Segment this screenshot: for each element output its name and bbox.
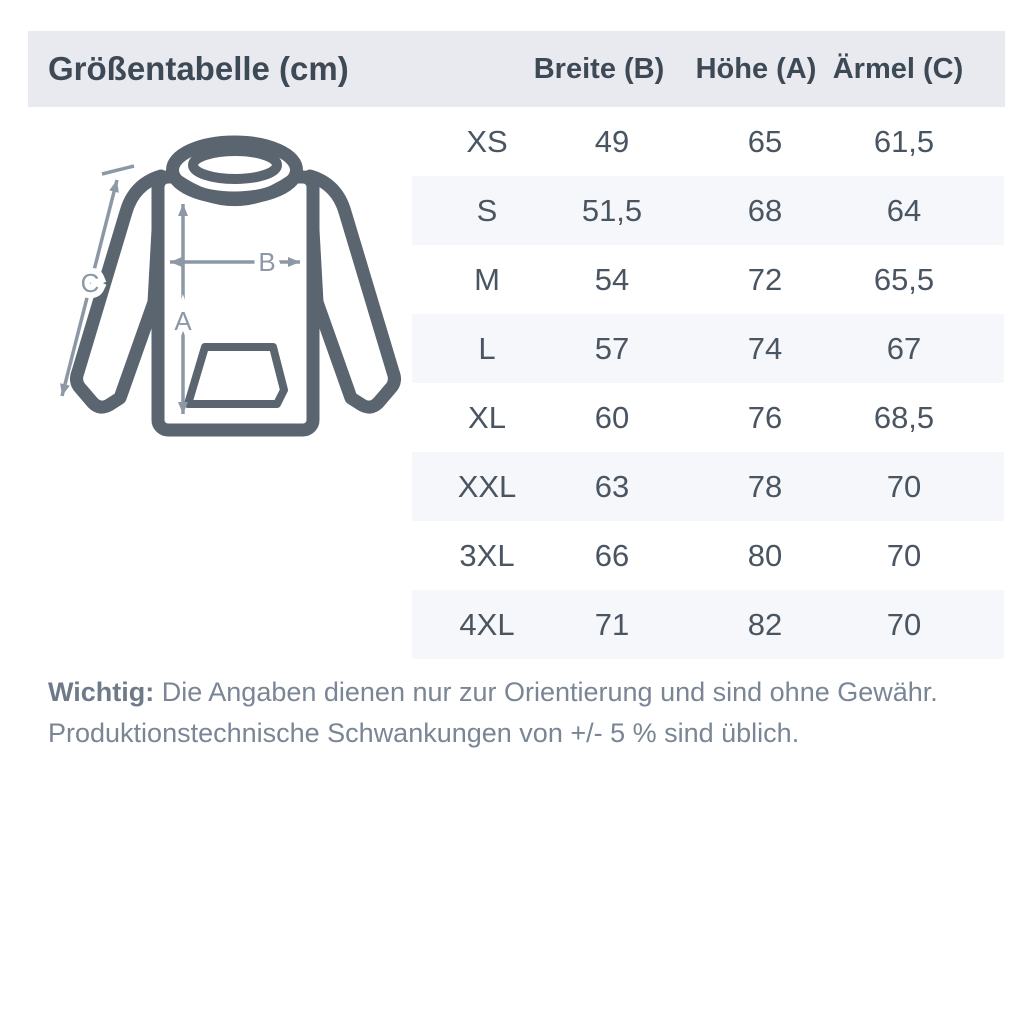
width-cell: 66 [594, 537, 630, 573]
size-cell: XXL [457, 468, 517, 504]
size-cell: M [474, 261, 500, 297]
sleeve-cell: 70 [886, 606, 922, 642]
disclaimer-line-2: Produktionstechnische Schwankungen von +/- 5 % sind üblich. [48, 718, 800, 748]
width-cell: 71 [594, 606, 630, 642]
sleeve-cell: 67 [886, 330, 922, 366]
table-row [412, 107, 1004, 176]
table-row [412, 314, 1004, 383]
disclaimer-line-1-text: Die Angaben dienen nur zur Orientierung und sind ohne Gewähr. [161, 677, 938, 707]
table-row [412, 383, 1004, 452]
height-cell: 76 [747, 399, 783, 435]
table-row [412, 590, 1004, 659]
table-row [412, 245, 1004, 314]
size-cell: 4XL [459, 606, 515, 642]
disclaimer-text [48, 672, 978, 754]
hoodie-diagram [30, 120, 430, 460]
table-row [412, 452, 1004, 521]
sleeve-cell: 64 [886, 192, 922, 228]
width-cell: 51,5 [581, 192, 643, 228]
disclaimer-lead: Wichtig: [48, 677, 155, 707]
width-cell: 49 [594, 123, 630, 159]
height-cell: 72 [747, 261, 783, 297]
width-cell: 63 [594, 468, 630, 504]
size-cell: XL [468, 399, 506, 435]
sleeve-cell: 61,5 [873, 123, 935, 159]
table-row [412, 521, 1004, 590]
hoodie-outline-icon [77, 142, 395, 430]
column-header-height: Höhe (A) [695, 53, 817, 85]
size-cell: S [476, 192, 498, 228]
table-row [412, 176, 1004, 245]
hoodie-right-sleeve [310, 176, 394, 407]
hoodie-pocket [188, 347, 284, 404]
label-sleeve-c: C [80, 268, 100, 298]
width-cell: 60 [594, 399, 630, 435]
size-cell: XS [466, 123, 508, 159]
label-width-b: B [258, 247, 276, 277]
height-cell: 74 [747, 330, 783, 366]
hoodie-hood-opening [193, 151, 277, 179]
size-table [412, 107, 1004, 659]
sleeve-cell: 68,5 [873, 399, 935, 435]
size-chart-header [28, 31, 1005, 107]
height-cell: 68 [747, 192, 783, 228]
column-header-width: Breite (B) [533, 53, 665, 85]
label-height-a: A [174, 306, 192, 336]
disclaimer-line-1 [48, 672, 978, 713]
height-cell: 82 [747, 606, 783, 642]
height-cell: 65 [747, 123, 783, 159]
width-cell: 57 [594, 330, 630, 366]
size-cell: 3XL [459, 537, 515, 573]
sleeve-shoulder-tick [102, 166, 134, 174]
column-header-sleeve: Ärmel (C) [832, 53, 964, 85]
height-cell: 80 [747, 537, 783, 573]
sleeve-cell: 70 [886, 537, 922, 573]
sleeve-cell: 65,5 [873, 261, 935, 297]
sleeve-cell: 70 [886, 468, 922, 504]
page-title: Größentabelle (cm) [48, 50, 349, 87]
width-cell: 54 [594, 261, 630, 297]
size-cell: L [478, 330, 496, 366]
height-cell: 78 [747, 468, 783, 504]
